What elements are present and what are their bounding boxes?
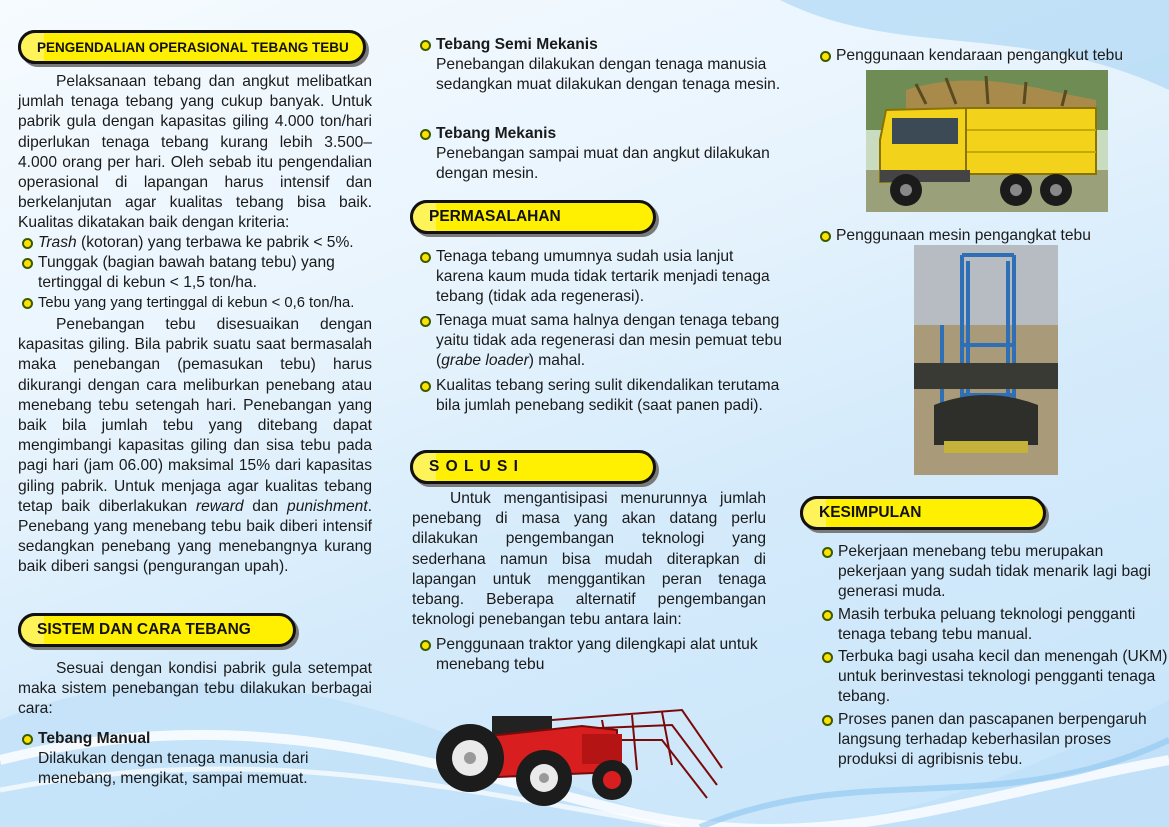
bullet-icon <box>822 652 833 663</box>
bullet-icon <box>420 129 431 140</box>
bullet-icon <box>420 381 431 392</box>
paragraph-penebangan: Penebangan tebu disesuaikan dengan kapasitas giling. Bila pabrik suatu saat bermasalah maka penebangan (pemasukan tebu) harus dikurangi dengan cara meliburkan penebang atau menebang tebu setengah hari. Penebangan yang baik bila jumlah tebu yang ditebang dapat mengimbangi kapasitas giling dan sisa tebu pada pagi hari (jam 06.00) maksimal 15% dari kapasitas giling pabrik. Untuk menjaga agar kualitas tebang tetap baik diberlakukan reward dan punishment. Penebang yang menebang tebu baik diberi intensif sedangkan penebang yang menebangnya kurang baik diberi sangsi (pengurangan upah). <box>18 316 372 576</box>
list-item: Tunggak (bagian bawah batang tebu) yang tertinggal di kebun < 1,5 ton/ha. <box>22 253 378 293</box>
header-kesimpulan <box>800 496 1046 530</box>
bullet-icon <box>820 51 831 62</box>
tractor-image <box>432 680 732 815</box>
bullet-icon <box>22 298 33 309</box>
bullet-icon <box>820 231 831 242</box>
list-item-manual: Tebang Manual Dilakukan dengan tenaga manusia dari menebang, mengikat, sampai memuat. <box>22 729 388 790</box>
bullet-icon <box>822 547 833 558</box>
paragraph-solusi: Untuk mengantisipasi menurunnya jumlah penebang di masa yang akan datang perlu dilakukan pengembangan teknologi yang sederhana namun bisa mudah diterapkan di lapangan untuk menggantikan peran tenaga tebang. Beberapa alternatif pengembangan teknologi penebangan tebu antara lain: <box>412 490 766 629</box>
list-item: Terbuka bagi usaha kecil dan menengah (UKM) untuk berinvestasi teknologi pengganti tenaga tebang. <box>822 647 1168 708</box>
truck-image <box>866 70 1108 212</box>
paragraph-sistem: Sesuai dengan kondisi pabrik gula setempat maka sistem penebangan tebu dilakukan berbagai cara: <box>18 660 372 718</box>
bullet-icon <box>420 640 431 651</box>
header-solusi <box>410 450 656 484</box>
section-title: PERMASALAHAN <box>429 208 561 225</box>
bullet-icon <box>22 238 33 249</box>
list-item: Tenaga tebang umumnya sudah usia lanjut karena kaum muda tidak tertarik menjadi tenaga tebang (tidak ada regenerasi). <box>420 247 782 308</box>
section-title: SISTEM DAN CARA TEBANG <box>37 621 251 638</box>
section-title: S O L U S I <box>429 458 519 475</box>
list-item: Pekerjaan menebang tebu merupakan pekerjaan yang sudah tidak menarik lagi bagi generasi muda. <box>822 542 1168 603</box>
list-item: Penggunaan mesin pengangkat tebu <box>820 226 1168 246</box>
bullet-icon <box>22 734 33 745</box>
bullet-icon <box>420 40 431 51</box>
header-sistem <box>18 613 296 647</box>
bullet-icon <box>420 316 431 327</box>
header-pengendalian <box>18 30 366 64</box>
bullet-icon <box>822 610 833 621</box>
list-item: Tebu yang yang tertinggal di kebun < 0,6 ton/ha. <box>22 293 390 313</box>
list-item-mekanis: Tebang Mekanis Penebangan sampai muat dan angkut dilakukan dengan mesin. <box>420 124 782 185</box>
lifting-machine-image <box>914 245 1058 475</box>
list-item: Masih terbuka peluang teknologi pengganti tenaga tebang tebu manual. <box>822 605 1168 645</box>
paragraph-intro: Pelaksanaan tebang dan angkut melibatkan jumlah tenaga tebang yang cukup banyak. Untuk pabrik gula dengan kapasitas giling 4.000 ton/hari diperlukan tenaga tebang kurang lebih 3.500–4.000 orang per hari. Oleh sebab itu pengendalian operasional di lapangan harus intensif dan berkelanjutan agar kualitas tebang bisa baik. Kualitas dikatakan baik dengan kriteria: <box>18 73 372 232</box>
bullet-icon <box>822 715 833 726</box>
list-item: Proses panen dan pascapanen berpengaruh langsung terhadap keberhasilan proses produksi di agribisnis tebu. <box>822 710 1168 771</box>
list-item: Trash (kotoran) yang terbawa ke pabrik < 5%. <box>22 233 390 253</box>
bullet-icon <box>420 252 431 263</box>
list-item: Kualitas tebang sering sulit dikendalikan terutama bila jumlah penebang sedikit (saat panen padi). <box>420 376 782 416</box>
list-item: Penggunaan traktor yang dilengkapi alat untuk menebang tebu <box>420 635 782 675</box>
list-item: Penggunaan kendaraan pengangkut tebu <box>820 46 1168 66</box>
bullet-icon <box>22 258 33 269</box>
list-item: Tenaga muat sama halnya dengan tenaga tebang yaitu tidak ada regenerasi dan mesin pemuat tebu (grabe loader) mahal. <box>420 311 782 372</box>
section-title: PENGENDALIAN OPERASIONAL TEBANG TEBU <box>37 39 349 55</box>
list-item-semi: Tebang Semi Mekanis Penebangan dilakukan dengan tenaga manusia sedangkan muat dilakukan dengan tenaga mesin. <box>420 35 782 96</box>
header-permasalahan <box>410 200 656 234</box>
section-title: KESIMPULAN <box>819 504 922 521</box>
